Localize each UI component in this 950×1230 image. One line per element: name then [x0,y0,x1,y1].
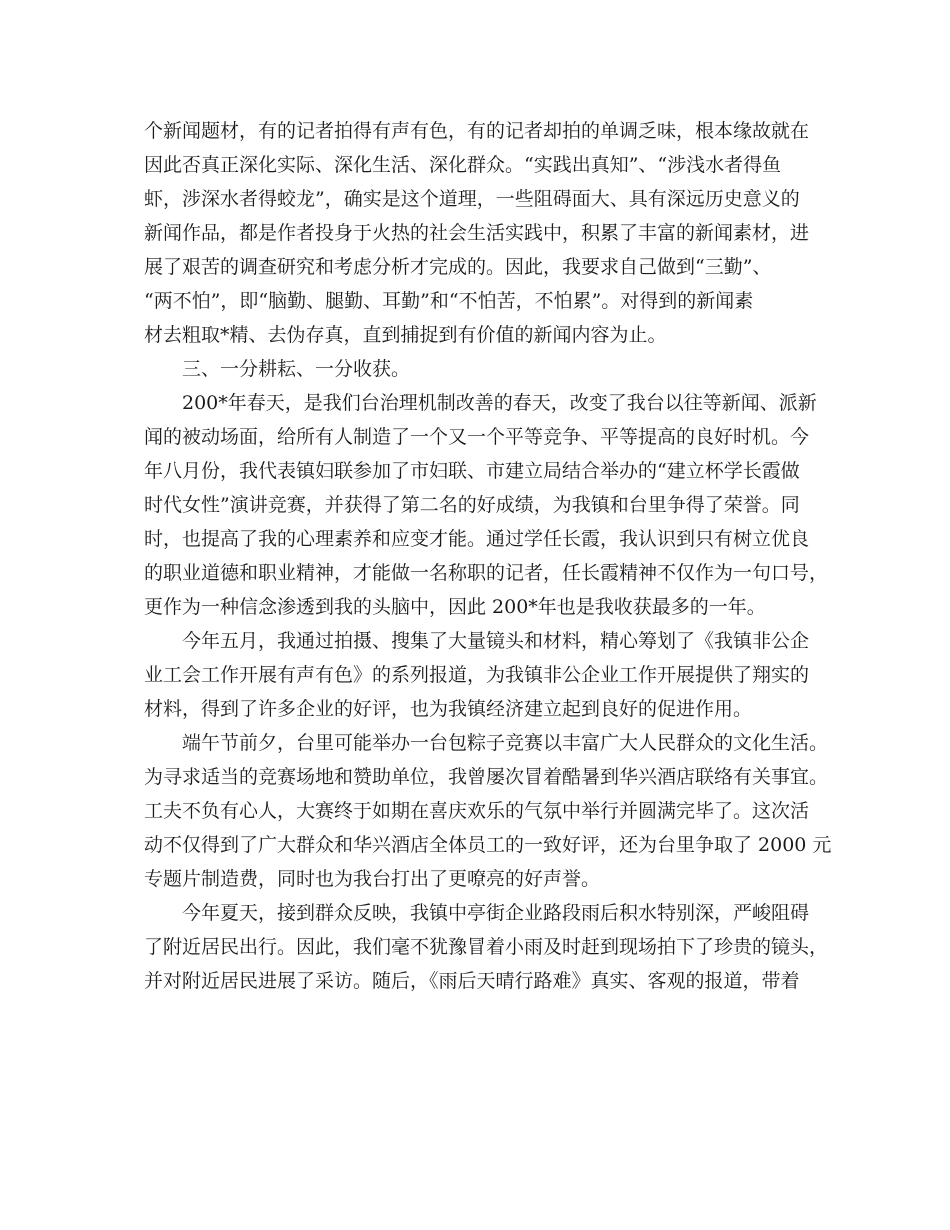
text-line: 年八月份，我代表镇妇联参加了市妇联、市建立局结合举办的“建立杯学长霞做 [144,460,800,482]
text-line: 为寻求适当的竞赛场地和赞助单位，我曾屡次冒着酷暑到华兴酒店联络有关事宜。 [144,766,829,788]
text-line: 今年夏天，接到群众反映，我镇中亭街企业路段雨后积水特别深，严峻阻碍 [182,902,810,924]
text-line: “两不怕”，即“脑勤、腿勤、耳勤”和“不怕苦，不怕累”。对得到的新闻素 [144,290,754,312]
text-line: 材去粗取*精、去伪存真，直到捕捉到有价值的新闻内容为止。 [144,324,667,346]
text-line: 更作为一种信念渗透到我的头脑中，因此 200*年也是我收获最多的一年。 [144,596,766,618]
text-line: 三、一分耕耘、一分收获。 [182,358,411,380]
text-line: 工夫不负有心人，大赛终于如期在喜庆欢乐的气氛中举行并圆满完毕了。这次活 [144,800,810,822]
text-line: 业工会工作开展有声有色》的系列报道，为我镇非公企业工作开展提供了翔实的 [144,664,810,686]
text-line: 的职业道德和职业精神，才能做一名称职的记者，任长霞精神不仅作为一句口号， [144,562,829,584]
text-line: 虾，涉深水者得蛟龙”，确实是这个道理，一些阻碍面大、具有深远历史意义的 [144,188,800,210]
text-line: 专题片制造费，同时也为我台打出了更嘹亮的好声誉。 [144,868,601,890]
text-line: 闻的被动场面，给所有人制造了一个又一个平等竞争、平等提高的良好时机。今 [144,426,810,448]
text-line: 展了艰苦的调查研究和考虑分析才完成的。因此，我要求自己做到“三勤”、 [144,256,772,278]
text-line: 材料，得到了许多企业的好评，也为我镇经济建立起到良好的促进作用。 [144,698,753,720]
text-line: 新闻作品，都是作者投身于火热的社会生活实践中，积累了丰富的新闻素材，进 [144,222,810,244]
text-line: 个新闻题材，有的记者拍得有声有色，有的记者却拍的单调乏味，根本缘故就在 [144,120,810,142]
text-line: 时，也提高了我的心理素养和应变才能。通过学任长霞，我认识到只有树立优良 [144,528,810,550]
text-line: 端午节前夕，台里可能举办一台包粽子竞赛以丰富广大人民群众的文化生活。 [182,732,829,754]
text-line: 今年五月，我通过拍摄、搜集了大量镜头和材料，精心筹划了《我镇非公企 [182,630,810,652]
text-line: 200*年春天，是我们台治理机制改善的春天，改变了我台以往等新闻、派新 [182,392,817,414]
text-line: 时代女性”演讲竞赛，并获得了第二名的好成绩，为我镇和台里争得了荣誉。同 [144,494,800,516]
text-line: 动不仅得到了广大群众和华兴酒店全体员工的一致好评，还为台里争取了 2000 元 [144,834,832,856]
text-line: 了附近居民出行。因此，我们毫不犹豫冒着小雨及时赶到现场拍下了珍贵的镜头， [144,936,829,958]
text-line: 因此否真正深化实际、深化生活、深化群众。“实践出真知”、“涉浅水者得鱼 [144,154,782,176]
text-line: 并对附近居民进展了采访。随后，《雨后天晴行路难》真实、客观的报道，带着 [144,970,800,992]
